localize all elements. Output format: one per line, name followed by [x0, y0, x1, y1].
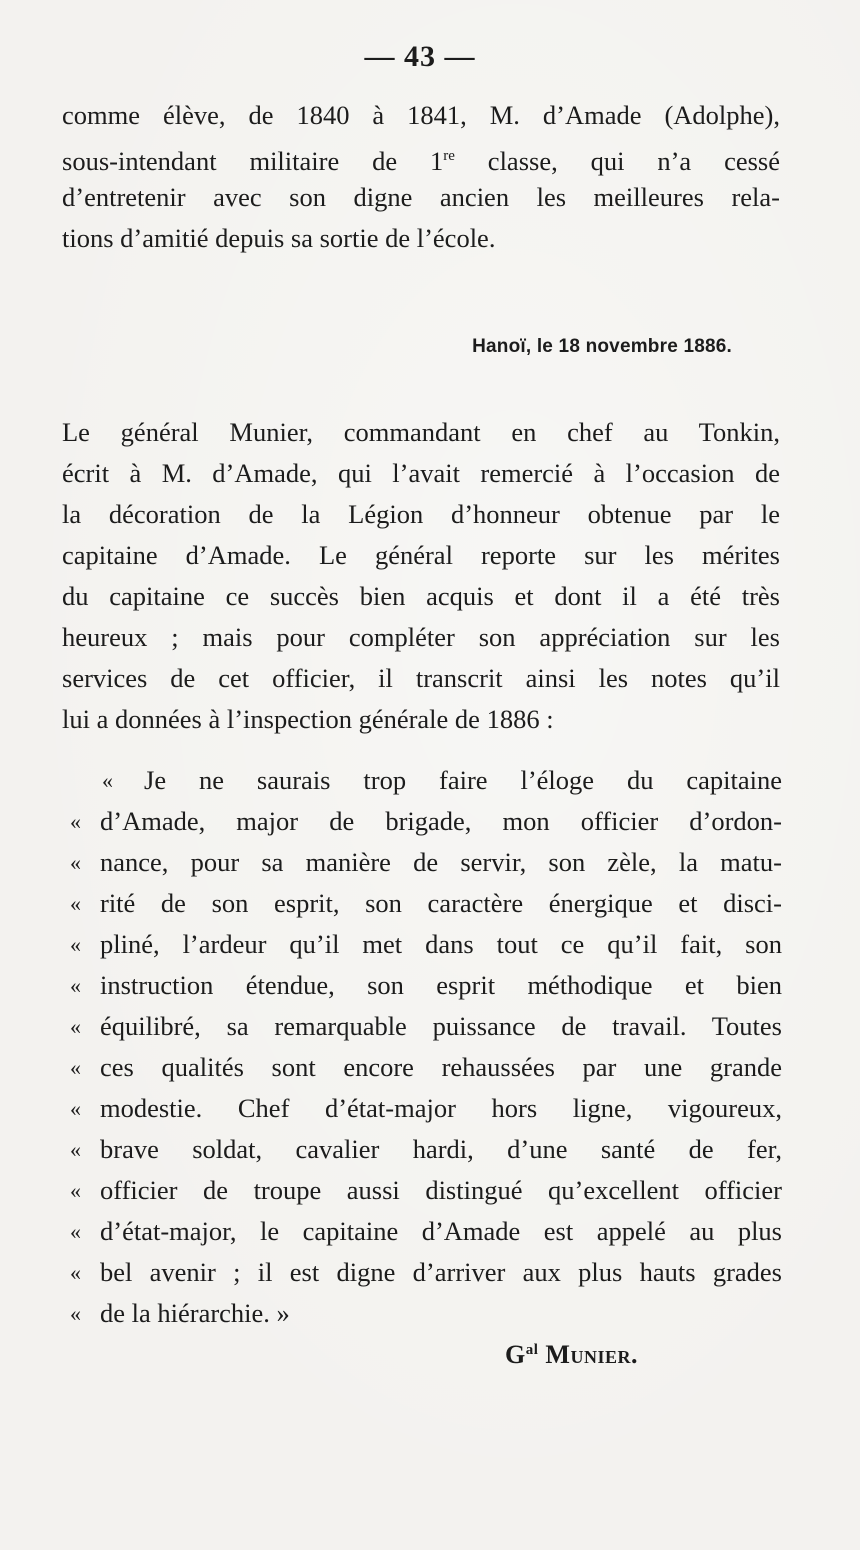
quote-text: d’Amade, major de brigade, mon officier d’ordon- — [100, 806, 782, 836]
quote-mark: « — [70, 932, 81, 957]
quote-line — [70, 1170, 782, 1211]
quote-mark: « — [70, 1178, 81, 1203]
quote-line — [70, 1006, 782, 1047]
quote-text: rité de son esprit, son caractère énergique et disci- — [100, 888, 782, 918]
paragraph-line: capitaine d’Amade. Le général reporte sur les mérites — [62, 540, 780, 570]
quote-text: Je ne saurais trop faire l’éloge du capitaine — [144, 765, 782, 795]
paragraph-line: la décoration de la Légion d’honneur obtenue par le — [62, 499, 780, 529]
quote-text: officier de troupe aussi distingué qu’excellent officier — [100, 1175, 782, 1205]
quote-text: bel avenir ; il est digne d’arriver aux plus hauts grades — [100, 1257, 782, 1287]
paragraph-line: services de cet officier, il transcrit ainsi les notes qu’il — [62, 663, 780, 693]
quote-line — [70, 801, 782, 842]
quote-mark: « — [70, 891, 81, 916]
paragraph-line: lui a données à l’inspection générale de 1886 : — [62, 704, 554, 734]
quote-text: instruction étendue, son esprit méthodique et bien — [100, 970, 782, 1000]
quote-mark: « — [70, 1219, 81, 1244]
paragraph-line: du capitaine ce succès bien acquis et dont il a été très — [62, 581, 780, 611]
quote-text: pliné, l’ardeur qu’il met dans tout ce qu’il fait, son — [100, 929, 782, 959]
quote-line — [70, 1293, 782, 1334]
paragraph-line: écrit à M. d’Amade, qui l’avait remercié à l’occasion de — [62, 458, 780, 488]
quote-mark: « — [70, 973, 81, 998]
page-number: — 43 — — [364, 40, 476, 73]
paragraph-line: comme élève, de 1840 à 1841, M. d’Amade (Adolphe), — [62, 100, 780, 130]
quote-text: équilibré, sa remarquable puissance de travail. Toutes — [100, 1011, 782, 1041]
quote-line — [70, 1088, 782, 1129]
quote-mark: « — [70, 1014, 81, 1039]
paragraph-2 — [62, 412, 780, 740]
signature-prefix: G — [505, 1340, 526, 1369]
quote-line — [70, 883, 782, 924]
quote-mark: « — [70, 850, 81, 875]
quote-text: d’état-major, le capitaine d’Amade est appelé au plus — [100, 1216, 782, 1246]
quote-line — [70, 965, 782, 1006]
paragraph-line: tions d’amitié depuis sa sortie de l’école. — [62, 223, 496, 253]
quote-line — [70, 760, 782, 801]
paragraph-1 — [62, 95, 780, 259]
quote-mark: « — [70, 1137, 81, 1162]
paragraph-line: d’entretenir avec son digne ancien les meilleures rela- — [62, 182, 780, 212]
signature-name: Munier. — [545, 1340, 638, 1369]
quotation-block — [70, 760, 782, 1334]
quote-text: ces qualités sont encore rehaussées par une grande — [100, 1052, 782, 1082]
quote-line — [70, 1047, 782, 1088]
quote-text: modestie. Chef d’état-major hors ligne, vigoureux, — [100, 1093, 782, 1123]
quote-text: brave soldat, cavalier hardi, d’une santé de fer, — [100, 1134, 782, 1164]
paragraph-line: sous-intendant militaire de 1re classe, qui n’a cessé — [62, 146, 780, 176]
quote-mark: « — [70, 1096, 81, 1121]
quote-line — [70, 1252, 782, 1293]
quote-line — [70, 1211, 782, 1252]
quote-mark: « — [70, 809, 81, 834]
quote-line — [70, 924, 782, 965]
quote-mark: « — [70, 1260, 81, 1285]
quote-line — [70, 1129, 782, 1170]
dateline: Hanoï, le 18 novembre 1886. — [472, 336, 732, 357]
quote-line — [70, 842, 782, 883]
quote-mark: « — [102, 768, 113, 793]
quote-text: de la hiérarchie. » — [100, 1298, 290, 1328]
paragraph-line: heureux ; mais pour compléter son appréciation sur les — [62, 622, 780, 652]
signature — [505, 1340, 638, 1370]
signature-superscript: al — [525, 1342, 539, 1358]
quote-mark: « — [70, 1301, 81, 1326]
paragraph-line: Le général Munier, commandant en chef au Tonkin, — [62, 417, 780, 447]
quote-text: nance, pour sa manière de servir, son zèle, la matu- — [100, 847, 782, 877]
quote-mark: « — [70, 1055, 81, 1080]
